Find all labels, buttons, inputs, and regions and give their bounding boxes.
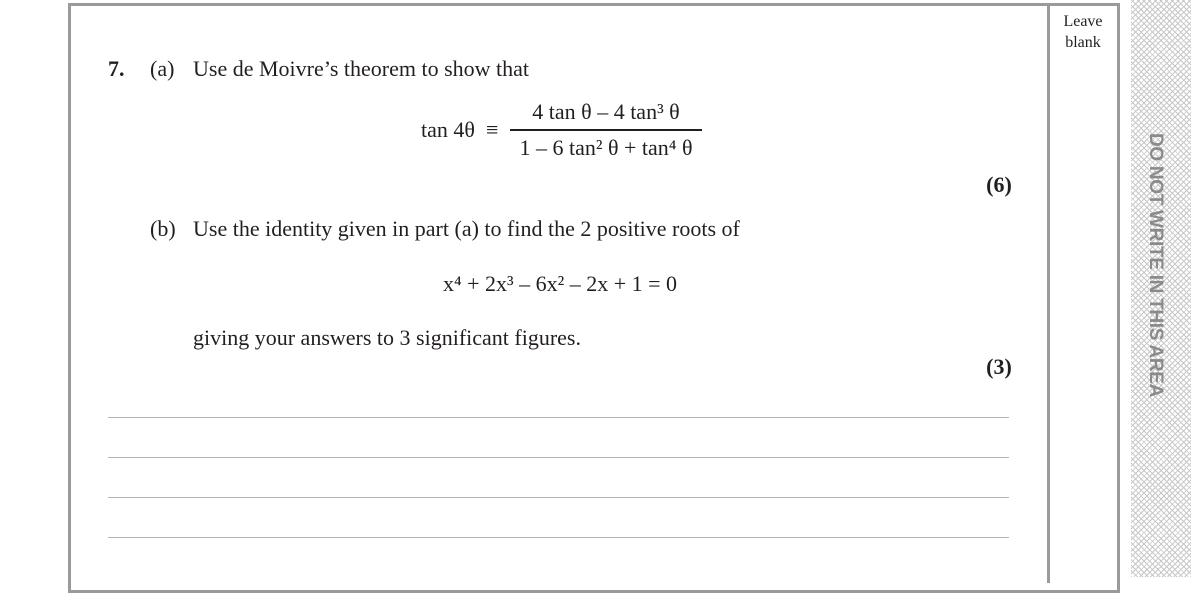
leave-blank-line2: blank bbox=[1065, 34, 1101, 51]
part-a-marks: (6) bbox=[986, 172, 1012, 197]
question-frame bbox=[68, 3, 1120, 593]
fraction-bar bbox=[510, 129, 702, 131]
answer-line[interactable] bbox=[108, 417, 1009, 418]
identity-denominator: 1 – 6 tan² θ + tan⁴ θ bbox=[519, 135, 693, 160]
do-not-write-notice: DO NOT WRITE IN THIS AREA bbox=[1145, 132, 1166, 398]
margin-divider bbox=[1047, 3, 1050, 583]
answer-line[interactable] bbox=[108, 457, 1009, 458]
identity-equiv-symbol: ≡ bbox=[486, 117, 499, 142]
answer-line[interactable] bbox=[108, 537, 1009, 538]
part-b-marks: (3) bbox=[986, 354, 1012, 379]
question-number: 7. bbox=[108, 56, 125, 81]
part-a-text: Use de Moivre’s theorem to show that bbox=[193, 56, 530, 81]
leave-blank-label bbox=[1052, 11, 1114, 53]
leave-blank-line1: Leave bbox=[1063, 13, 1103, 30]
identity-numerator: 4 tan θ – 4 tan³ θ bbox=[532, 99, 680, 124]
answer-line[interactable] bbox=[108, 497, 1009, 498]
polynomial-equation: x⁴ + 2x³ – 6x² – 2x + 1 = 0 bbox=[442, 271, 678, 296]
part-a-label: (a) bbox=[150, 56, 175, 81]
part-b-text: Use the identity given in part (a) to find the 2 positive roots of bbox=[193, 216, 740, 241]
identity-lhs: tan 4θ bbox=[421, 117, 475, 142]
part-b-label: (b) bbox=[150, 216, 176, 241]
part-b-instruction: giving your answers to 3 significant figures. bbox=[193, 325, 581, 350]
